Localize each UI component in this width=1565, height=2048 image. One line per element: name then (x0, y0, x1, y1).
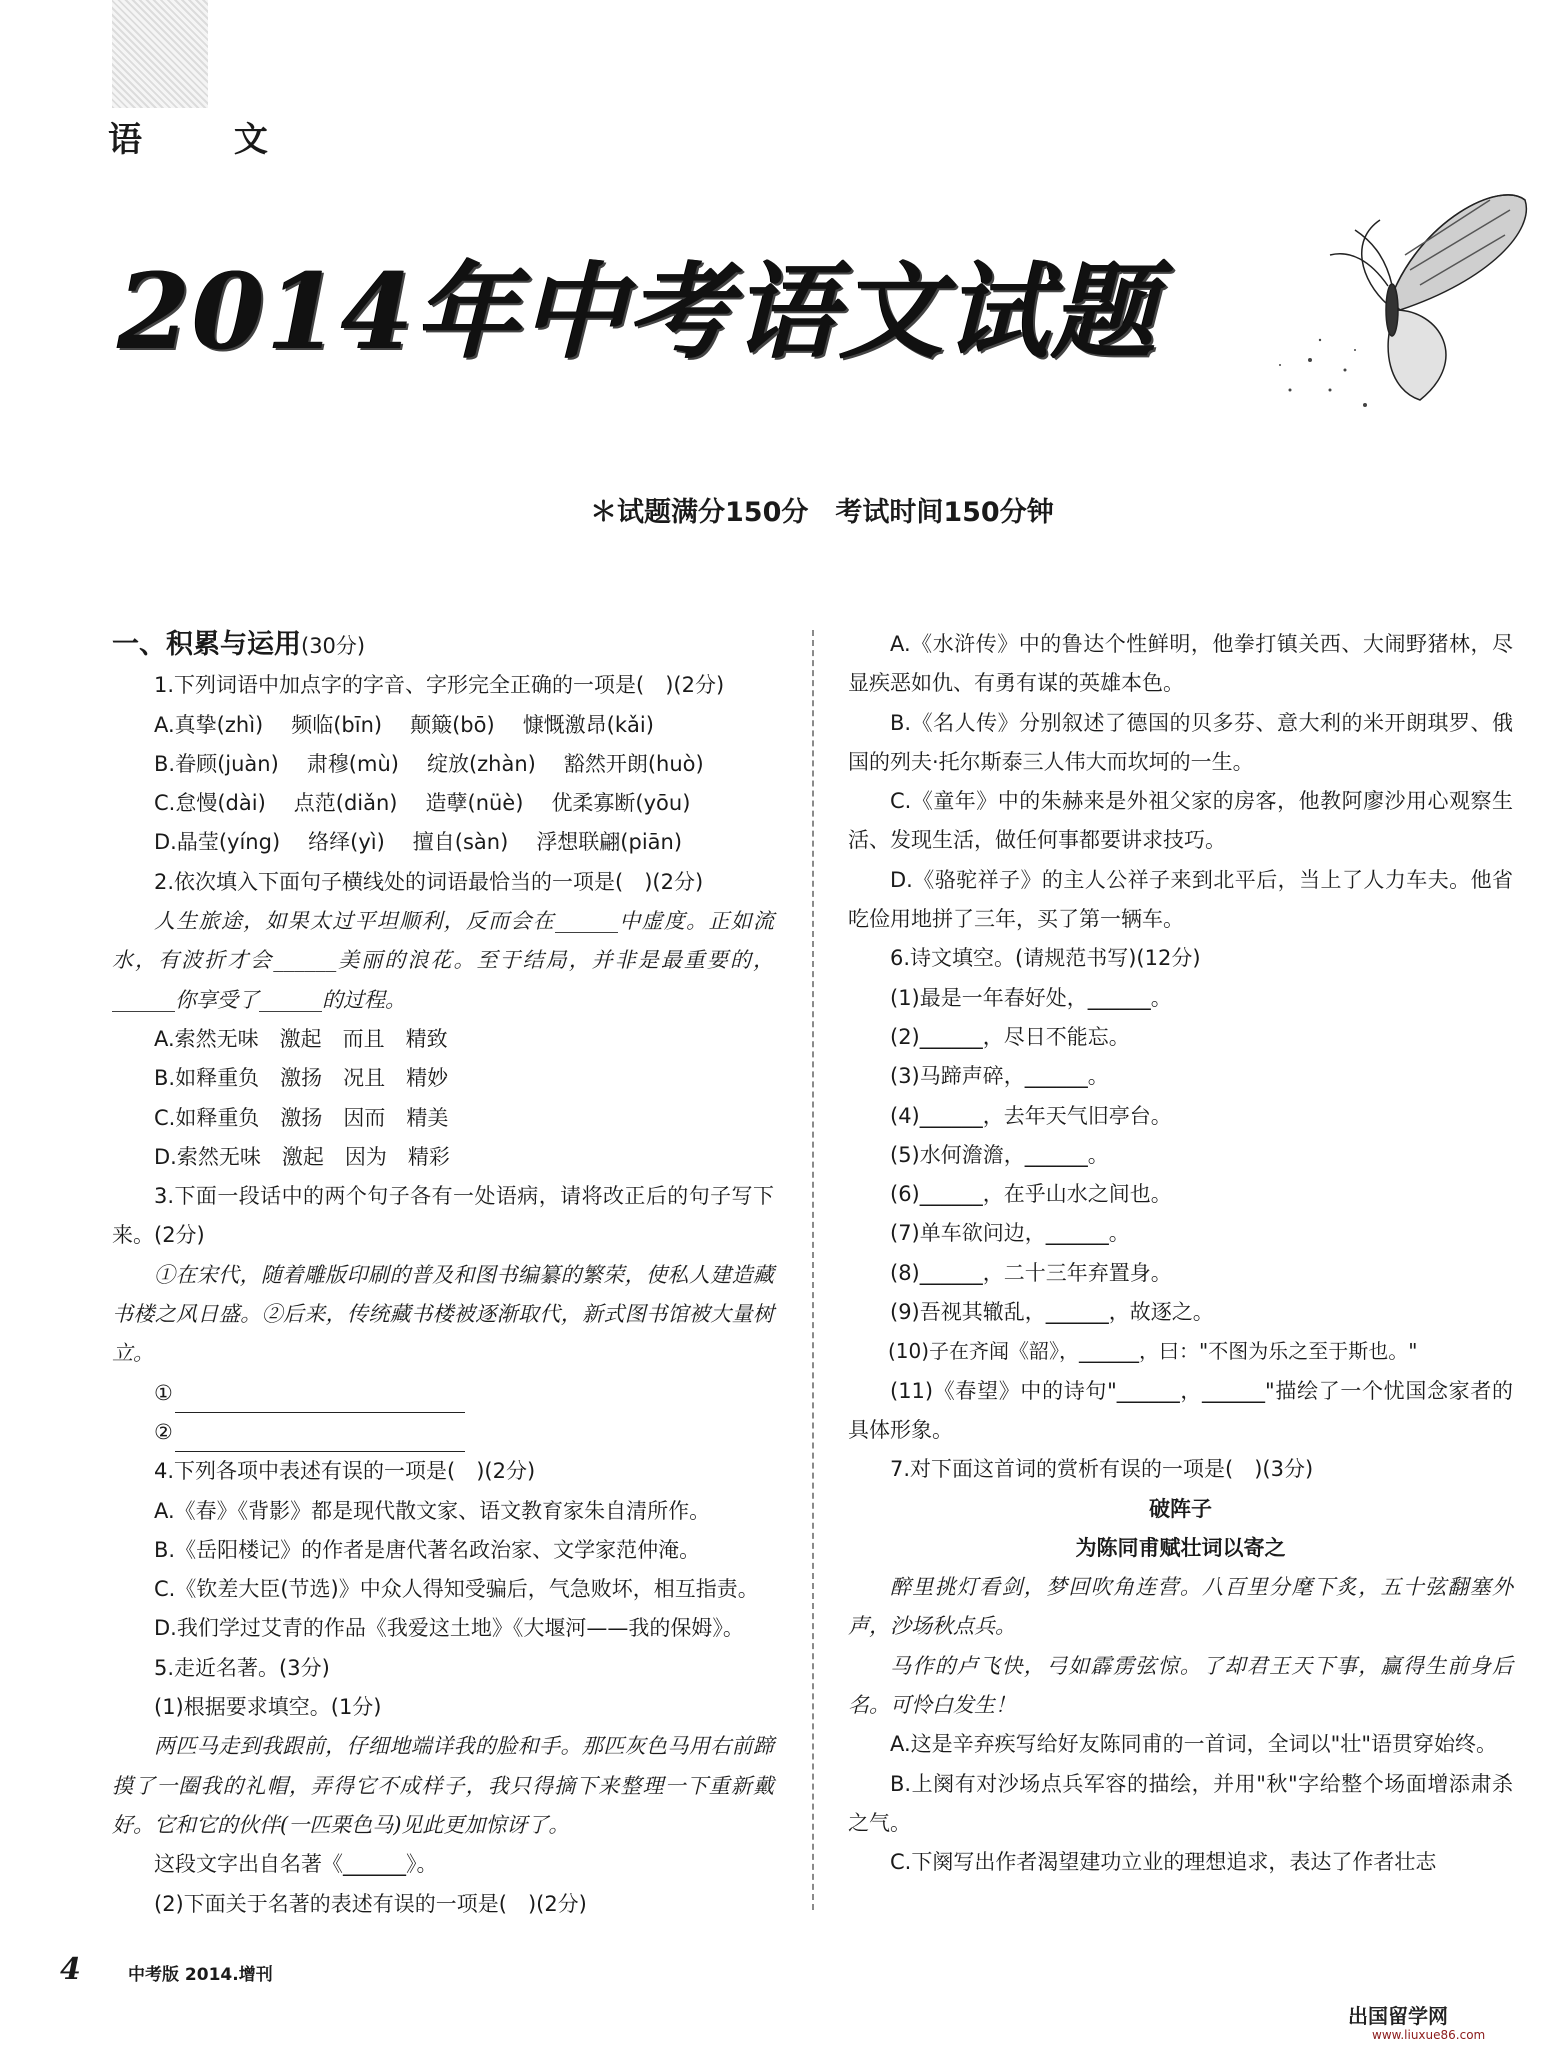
q1-option-c (112, 784, 774, 823)
q6-item: (7)单车欲问边，______。 (890, 1221, 1130, 1246)
word: 频临(bīn) (291, 712, 383, 737)
page-number: 4 (60, 1952, 81, 1987)
q7-option-c: C.下阕写出作者渴望建功立业的理想追求，表达了作者壮志 (890, 1850, 1437, 1875)
q5-option-a: A.《水浒传》中的鲁达个性鲜明，他拳打镇关西、大闹野猪林，尽显疾恶如仇、有勇有谋的英雄本色。 (848, 632, 1513, 696)
watermark-text: 出国留学网 (1348, 2004, 1448, 2028)
word: 造孽(nüè) (425, 791, 524, 816)
q6-item-11: (11)《春望》中的诗句"______，______"描绘了一个忧国念家者的具体形象。 (848, 1378, 1513, 1442)
poem-title: 破阵子 (1149, 1496, 1212, 1521)
word: 浮想联翩(piān) (536, 830, 683, 855)
word: 颠簸(bō) (410, 712, 495, 737)
q5-part-1: (1)根据要求填空。(1分) (154, 1695, 382, 1720)
subject-label: 语 文 (108, 120, 308, 160)
q6-item: (3)马蹄声碎，______。 (890, 1064, 1109, 1089)
q5-part-2: (2)下面关于名著的表述有误的一项是( )(2分) (154, 1891, 587, 1916)
q4-option-d: D.我们学过艾青的作品《我爱这土地》《大堰河——我的保姆》。 (154, 1616, 744, 1641)
poem-stanza-2: 马作的卢飞快，弓如霹雳弦惊。了却君王天下事，赢得生前身后名。可怜白发生！ (848, 1653, 1513, 1718)
q5-option-c: C.《童年》中的朱赫来是外祖父家的房客，他教阿廖沙用心观察生活、发现生活，做任何事都要讲求技巧。 (848, 789, 1513, 853)
question-6: 6.诗文填空。(请规范书写)(12分) (890, 946, 1201, 971)
q6-item: (9)吾视其辙乱，______，故逐之。 (890, 1300, 1214, 1325)
exam-info: ＊试题满分150分 考试时间150分钟 (590, 497, 1054, 528)
left-column (112, 625, 774, 1924)
poem-subtitle: 为陈同甫赋壮词以寄之 (1075, 1535, 1286, 1560)
q4-option-b: B.《岳阳楼记》的作者是唐代著名政治家、文学家范仲淹。 (154, 1537, 701, 1562)
q1-option-a (112, 706, 774, 745)
q2-option-a: A.索然无味 激起 而且 精致 (154, 1026, 448, 1051)
q2-option-b: B.如释重负 激扬 况且 精妙 (154, 1066, 449, 1091)
q5-option-b: B.《名人传》分别叙述了德国的贝多芬、意大利的米开朗琪罗、俄国的列夫·托尔斯泰三人伟大而坎坷的一生。 (848, 710, 1513, 774)
answer-marker: ② (154, 1419, 173, 1444)
q1-option-d (112, 823, 774, 862)
column-divider (812, 630, 814, 1910)
word: 优柔寡断(yōu) (551, 791, 691, 816)
word: D.晶莹(yíng) (154, 830, 281, 855)
q1-option-b (112, 745, 774, 784)
section-score: (30分) (301, 634, 366, 658)
q2-option-c: C.如释重负 激扬 因而 精美 (154, 1105, 449, 1130)
q3-answer-line-2 (112, 1413, 774, 1452)
word: C.怠慢(dài) (154, 791, 266, 816)
corner-texture (112, 0, 208, 108)
q4-option-c: C.《钦差大臣(节选)》中众人得知受骗后，气急败坏，相互指责。 (154, 1577, 759, 1602)
question-7: 7.对下面这首词的赏析有误的一项是( )(3分) (890, 1457, 1314, 1482)
word: B.眷顾(juàn) (154, 751, 279, 776)
answer-blank[interactable] (175, 1388, 465, 1413)
poem-stanza-1: 醉里挑灯看剑，梦回吹角连营。八百里分麾下炙，五十弦翻塞外声，沙场秋点兵。 (848, 1575, 1513, 1639)
word: A.真挚(zhì) (154, 712, 264, 737)
q6-item: (10)子在齐闻《韶》，______，曰："不图为乐之至于斯也。" (888, 1339, 1418, 1364)
watermark-url: www.liuxue86.com (1372, 2028, 1486, 2042)
q2-option-d: D.索然无味 激起 因为 精彩 (154, 1144, 450, 1169)
question-2: 2.依次填入下面句子横线处的词语最恰当的一项是( )(2分) (154, 869, 704, 894)
q3-answer-line-1 (112, 1374, 774, 1413)
word: 络绎(yì) (308, 830, 385, 855)
q7-option-b: B.上阕有对沙场点兵军容的描绘，并用"秋"字给整个场面增添肃杀之气。 (848, 1771, 1513, 1835)
q5-passage: 两匹马走到我跟前，仔细地端详我的脸和手。那匹灰色马用右前蹄摸了一圈我的礼帽，弄得它不成样子，我只得摘下来整理一下重新戴好。它和它的伙伴(一匹栗色马)见此更加惊讶了。 (112, 1734, 774, 1837)
question-1: 1.下列词语中加点字的字音、字形完全正确的一项是( )(2分) (154, 673, 725, 698)
q4-option-a: A.《春》《背影》都是现代散文家、语文教育家朱自清所作。 (154, 1498, 711, 1523)
q6-item: (1)最是一年春好处，______。 (890, 985, 1172, 1010)
section-heading (112, 625, 774, 666)
word: 豁然开朗(huò) (563, 751, 704, 776)
word: 点范(diǎn) (293, 791, 398, 816)
answer-marker: ① (154, 1380, 173, 1405)
q6-item: (2)______，尽日不能忘。 (890, 1024, 1130, 1049)
q6-item: (5)水何澹澹，______。 (890, 1142, 1109, 1167)
q2-passage: 人生旅途，如果太过平坦顺利，反而会在______中虚度。正如流水，有波折才会______美丽的浪花。至于结局，并非是最重要的，______你享受了______的过程。 (112, 909, 774, 1012)
q6-item: (6)______，在乎山水之间也。 (890, 1182, 1172, 1207)
right-column (848, 625, 1513, 1883)
butterfly-illustration (1270, 160, 1540, 420)
q6-item: (4)______，去年天气旧亭台。 (890, 1103, 1172, 1128)
q6-item: (8)______，二十三年弃置身。 (890, 1260, 1172, 1285)
question-5: 5.走近名著。(3分) (154, 1655, 330, 1680)
word: 慷慨激昂(kǎi) (522, 712, 654, 737)
q7-option-a: A.这是辛弃疾写给好友陈同甫的一首词，全词以"壮"语贯穿始终。 (890, 1732, 1497, 1757)
q3-passage: ①在宋代，随着雕版印刷的普及和图书编纂的繁荣，使私人建造藏书楼之风日盛。②后来，传统藏书楼被逐渐取代，新式图书馆被大量树立。 (112, 1262, 774, 1366)
word: 肃穆(mù) (306, 751, 399, 776)
word: 绽放(zhàn) (426, 751, 536, 776)
page-title: 2014年中考语文试题 (118, 250, 1158, 373)
question-3: 3.下面一段话中的两个句子各有一处语病，请将改正后的句子写下来。(2分) (112, 1184, 774, 1248)
section-title: 一、积累与运用 (112, 629, 301, 660)
q5-option-d: D.《骆驼祥子》的主人公祥子来到北平后，当上了人力车夫。他省吃俭用地拼了三年，买了第一辆车。 (848, 867, 1513, 932)
q5-source: 这段文字出自名著《______》。 (154, 1852, 438, 1877)
word: 擅自(sàn) (412, 830, 509, 855)
answer-blank[interactable] (175, 1427, 465, 1452)
publication-info: 中考版 2014.增刊 (128, 1965, 273, 1985)
question-4: 4.下列各项中表述有误的一项是( )(2分) (154, 1459, 536, 1484)
